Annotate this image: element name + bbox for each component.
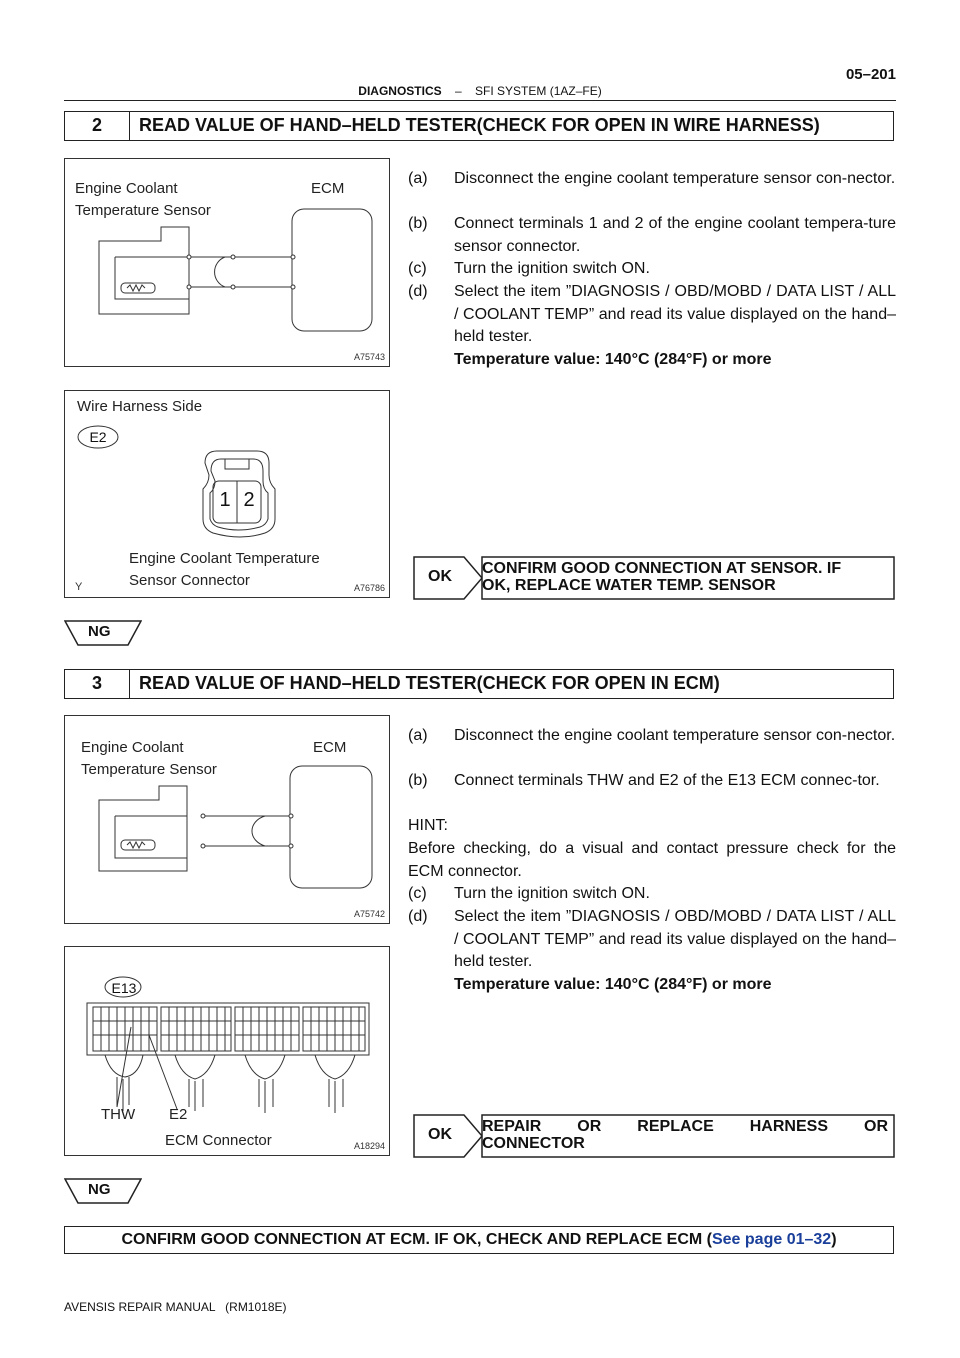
spec-value: Temperature value: 140°C (284°F) or more [454, 976, 772, 993]
item-label: (c) [408, 885, 427, 902]
item-label: (a) [408, 727, 428, 744]
figure-id: A75742 [353, 909, 385, 919]
step-3-title: READ VALUE OF HAND–HELD TESTER(CHECK FOR OPEN IN ECM) [139, 673, 720, 693]
figure-id: A75743 [353, 352, 385, 362]
running-header [0, 84, 960, 98]
ok-text-line2: OK, REPLACE WATER TEMP. SENSOR [482, 577, 776, 594]
circuit-diagram [65, 716, 391, 925]
ok-text-line1: REPAIR OR REPLACE HARNESS OR [482, 1118, 888, 1135]
item-text: Disconnect the engine coolant temperature sensor con-nector. [454, 170, 896, 187]
instruction-item [408, 883, 896, 906]
fig-label-sensor-line1: Engine Coolant [81, 739, 184, 756]
header-rule [64, 100, 896, 101]
ok-label: OK [428, 1126, 452, 1143]
fig-label-wire-harness-side: Wire Harness Side [77, 398, 203, 415]
item-text: Connect terminals THW and E2 of the E13 ECM connec-tor. [454, 772, 880, 789]
instruction-item [408, 725, 896, 770]
item-label: (a) [408, 170, 428, 187]
connector-code-e2: E2 [89, 429, 107, 445]
final-text-end: ) [831, 1231, 837, 1248]
fig-label-connector-line1: Engine Coolant Temperature [129, 550, 320, 567]
ecm-connector-diagram [65, 947, 391, 1157]
fig-label-sensor-line1: Engine Coolant [75, 180, 178, 197]
ng-label: NG [88, 1181, 111, 1198]
instruction-item [408, 906, 896, 974]
ok-text-line2: CONNECTOR [482, 1135, 585, 1152]
item-label: (b) [408, 215, 428, 232]
instruction-item [408, 213, 896, 258]
fig-label-sensor-line2: Temperature Sensor [75, 202, 211, 219]
item-text: Select the item ”DIAGNOSIS / OBD/MOBD / DATA LIST / ALL / COOLANT TEMP” and read its value displayed on the hand–held tester. [454, 908, 896, 970]
see-page-link[interactable]: See page 01–32 [711, 1231, 832, 1248]
label-thw: THW [101, 1106, 136, 1123]
instruction-item [408, 770, 896, 815]
item-text: Connect terminals 1 and 2 of the engine coolant tempera-ture sensor connector. [454, 215, 896, 255]
step-3-header [64, 669, 894, 699]
ng-label: NG [88, 623, 111, 640]
instruction-item [408, 168, 896, 213]
step-3-number: 3 [65, 670, 130, 698]
figure-circuit-sensor-ecm [64, 158, 390, 367]
figure-connector-e2 [64, 390, 390, 598]
figure-id: A76786 [353, 583, 385, 593]
header-subsection: SFI SYSTEM (1AZ–FE) [475, 84, 602, 98]
circuit-diagram [65, 159, 391, 368]
item-text: Turn the ignition switch ON. [454, 885, 650, 902]
corner-mark: Y [75, 581, 83, 593]
ok-result-box [412, 1114, 896, 1158]
step-2-header [64, 111, 894, 141]
connector-code-e13: E13 [111, 980, 137, 996]
instruction-item [408, 281, 896, 349]
final-action-box [64, 1226, 894, 1254]
label-e2: E2 [169, 1106, 188, 1123]
hint-text: Before checking, do a visual and contact pressure check for the ECM connector. [408, 840, 896, 880]
fig-label-connector-line2: Sensor Connector [129, 572, 250, 589]
fig-label-ecm: ECM [313, 739, 347, 756]
step-2-number: 2 [65, 112, 130, 140]
figure-circuit-sensor-ecm [64, 715, 390, 924]
fig-label-sensor-line2: Temperature Sensor [81, 761, 217, 778]
instruction-item [408, 258, 896, 281]
hint-label: HINT: [408, 817, 448, 834]
item-label: (b) [408, 772, 428, 789]
item-label: (d) [408, 283, 428, 300]
ok-result-box [412, 556, 896, 600]
figure-id: A18294 [353, 1141, 385, 1151]
spec-value: Temperature value: 140°C (284°F) or more [454, 351, 772, 368]
fig-label-ecm-connector: ECM Connector [165, 1132, 272, 1149]
pin-2: 2 [243, 489, 255, 511]
header-section: DIAGNOSTICS [358, 84, 442, 98]
item-label: (c) [408, 260, 427, 277]
ok-text-line1: CONFIRM GOOD CONNECTION AT SENSOR. IF [482, 560, 842, 577]
header-separator: – [454, 84, 462, 98]
ok-label: OK [428, 568, 452, 585]
item-text: Select the item ”DIAGNOSIS / OBD/MOBD / DATA LIST / ALL / COOLANT TEMP” and read its value displayed on the hand–held tester. [454, 283, 896, 345]
final-text: CONFIRM GOOD CONNECTION AT ECM. IF OK, CHECK AND REPLACE ECM ( [121, 1231, 712, 1248]
figure-ecm-connector [64, 946, 390, 1156]
fig-label-ecm: ECM [311, 180, 345, 197]
step-2-title: READ VALUE OF HAND–HELD TESTER(CHECK FOR OPEN IN WIRE HARNESS) [139, 115, 820, 135]
item-text: Disconnect the engine coolant temperature sensor con-nector. [454, 727, 896, 744]
page-number: 05–201 [845, 66, 896, 83]
item-label: (d) [408, 908, 428, 925]
footer-manual-title: AVENSIS REPAIR MANUAL (RM1018E) [64, 1300, 287, 1314]
item-text: Turn the ignition switch ON. [454, 260, 650, 277]
pin-1: 1 [219, 489, 231, 511]
